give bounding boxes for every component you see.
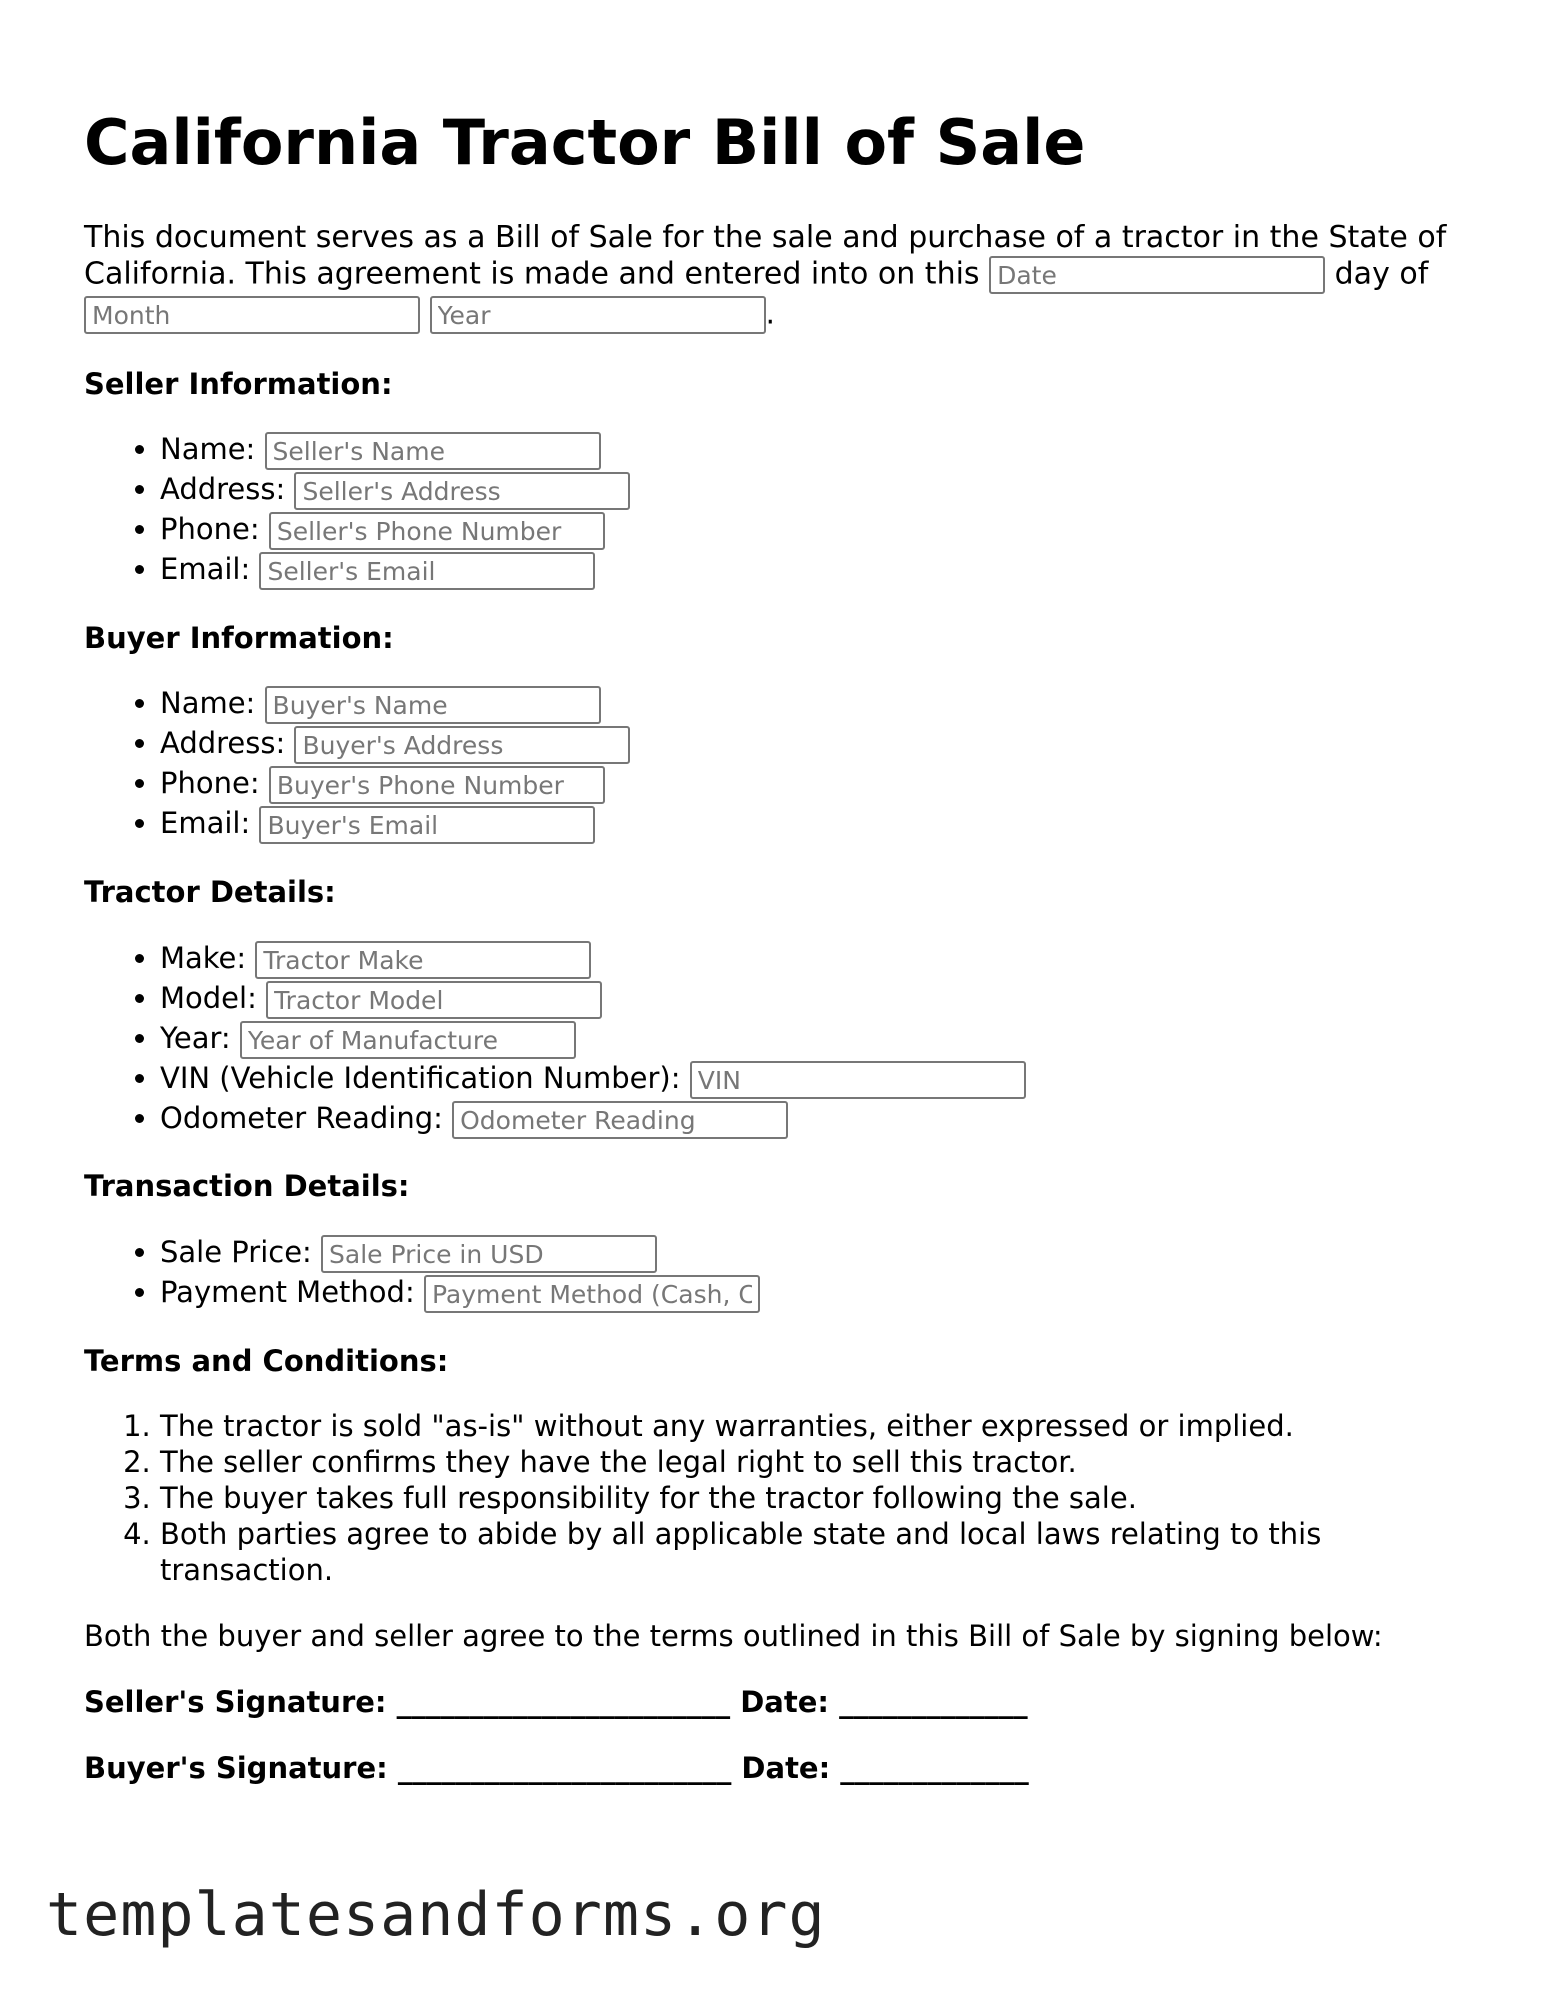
tractor-year-label: Year: [160, 1021, 231, 1055]
tractor-vin-label: VIN (Vehicle Identification Number): [160, 1061, 681, 1095]
seller-email-label: Email: [160, 552, 251, 586]
tractor-model-input[interactable] [266, 981, 602, 1019]
buyer-signature-line: Buyer's Signature: _______________________ Date: _____________ [84, 1751, 1029, 1785]
tractor-heading: Tractor Details: [84, 875, 336, 909]
sale-price-label: Sale Price: [160, 1235, 312, 1269]
intro-text: California. This agreement is made and entered into on this [84, 256, 980, 292]
seller-heading: Seller Information: [84, 367, 393, 401]
buyer-phone-input[interactable] [269, 766, 605, 804]
seller-list [84, 430, 630, 590]
list-item: 2. The seller confirms they have the legal right to sell this tractor. [160, 1444, 1464, 1480]
list-item [160, 804, 630, 844]
sale-price-input[interactable] [321, 1235, 657, 1273]
list-item [160, 550, 630, 590]
list-item [160, 430, 630, 470]
seller-email-input[interactable] [259, 552, 595, 590]
agreement-year-input[interactable] [430, 296, 766, 334]
buyer-name-input[interactable] [265, 686, 601, 724]
terms-list [84, 1408, 1464, 1588]
tractor-year-input[interactable] [240, 1021, 576, 1059]
transaction-list [84, 1233, 760, 1313]
agreement-date-input[interactable] [989, 256, 1325, 294]
buyer-address-label: Address: [160, 726, 286, 760]
seller-name-label: Name: [160, 432, 256, 466]
buyer-name-label: Name: [160, 686, 256, 720]
buyer-phone-label: Phone: [160, 766, 260, 800]
seller-address-label: Address: [160, 472, 286, 506]
payment-method-input[interactable] [424, 1275, 760, 1313]
day-of-text: day of [1334, 256, 1429, 292]
tractor-odometer-label: Odometer Reading: [160, 1101, 443, 1135]
closing-statement: Both the buyer and seller agree to the terms outlined in this Bill of Sale by signing below: [84, 1619, 1383, 1653]
list-item: 1. The tractor is sold "as-is" without any warranties, either expressed or implied. [160, 1408, 1464, 1444]
tractor-make-label: Make: [160, 941, 247, 975]
list-item [160, 979, 1026, 1019]
tractor-make-input[interactable] [255, 941, 591, 979]
intro-end-period: . [765, 296, 776, 332]
intro-line-2 [84, 256, 1464, 296]
intro-line-3 [84, 296, 1464, 338]
tractor-model-label: Model: [160, 981, 257, 1015]
terms-heading: Terms and Conditions: [84, 1344, 449, 1378]
agreement-month-input[interactable] [84, 296, 420, 334]
list-item [160, 724, 630, 764]
seller-name-input[interactable] [265, 432, 601, 470]
seller-phone-label: Phone: [160, 512, 260, 546]
tractor-odometer-input[interactable] [452, 1101, 788, 1139]
list-item [160, 1273, 760, 1313]
list-item [160, 470, 630, 510]
buyer-email-input[interactable] [259, 806, 595, 844]
tractor-list [84, 939, 1026, 1139]
list-item: 4. Both parties agree to abide by all applicable state and local laws relating to this transaction. [160, 1516, 1464, 1588]
list-item [160, 1233, 760, 1273]
list-item [160, 1059, 1026, 1099]
list-item [160, 939, 1026, 979]
seller-signature-line: Seller's Signature: _______________________ Date: _____________ [84, 1685, 1028, 1719]
list-item [160, 1099, 1026, 1139]
list-item [160, 1019, 1026, 1059]
list-item [160, 684, 630, 724]
tractor-vin-input[interactable] [690, 1061, 1026, 1099]
buyer-address-input[interactable] [294, 726, 630, 764]
intro-paragraph [84, 220, 1464, 338]
list-item: 3. The buyer takes full responsibility for the tractor following the sale. [160, 1480, 1464, 1516]
buyer-email-label: Email: [160, 806, 251, 840]
buyer-heading: Buyer Information: [84, 621, 394, 655]
seller-phone-input[interactable] [269, 512, 605, 550]
list-item [160, 764, 630, 804]
seller-address-input[interactable] [294, 472, 630, 510]
intro-line-1: This document serves as a Bill of Sale for the sale and purchase of a tractor in the State of [84, 220, 1447, 255]
list-item [160, 510, 630, 550]
transaction-heading: Transaction Details: [84, 1169, 410, 1203]
page-title: California Tractor Bill of Sale [84, 106, 1086, 179]
watermark-logo: templatesandforms.org [46, 1880, 826, 1950]
payment-method-label: Payment Method: [160, 1275, 415, 1309]
buyer-list [84, 684, 630, 844]
